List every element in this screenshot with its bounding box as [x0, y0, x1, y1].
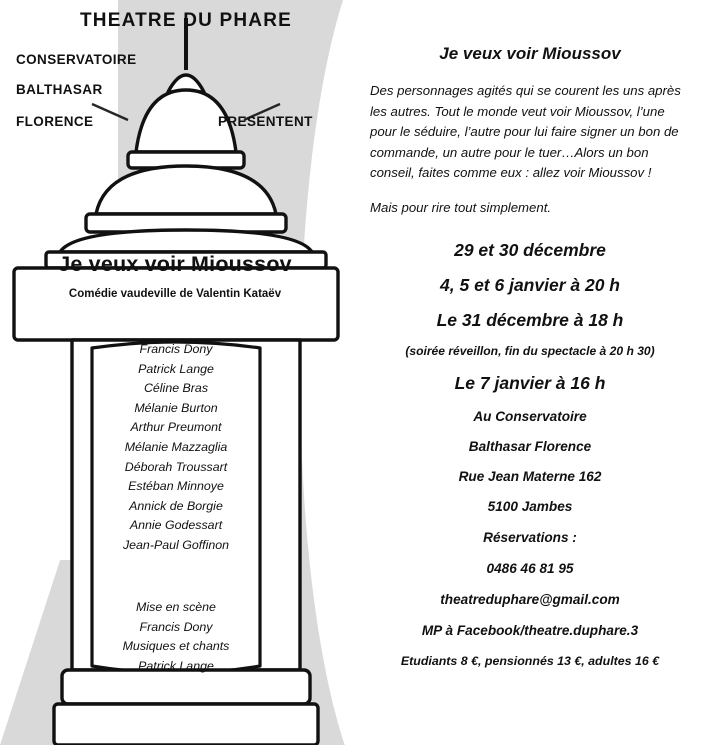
venue-line-1: Au Conservatoire	[473, 409, 587, 424]
phone-number[interactable]: 0486 46 81 95	[486, 561, 574, 576]
synopsis-paragraph: Des personnages agités qui se courent les uns après les autres. Tout le monde veut voir Mioussov, l’une pour le séduire, l’autre pour lui faire signer un bon de commande, un autre pour le tuer…Alors un bon conseil, faites comme eux : allez voir Mioussov !	[370, 83, 681, 180]
crew-list	[96, 598, 256, 676]
list-item: Francis Dony	[139, 619, 213, 634]
synopsis-tagline: Mais pour rire tout simplement.	[370, 199, 552, 215]
date-line-2: 4, 5 et 6 janvier à 20 h	[440, 275, 620, 295]
list-item: Déborah Troussart	[124, 459, 228, 474]
list-item: Jean-Paul Goffinon	[122, 537, 230, 552]
list-item: Musiques et chants	[122, 639, 230, 654]
company-title: THEATRE DU PHARE	[80, 10, 293, 31]
play-title-band	[10, 252, 340, 300]
info-panel	[356, 0, 704, 745]
cast-list	[96, 340, 256, 556]
play-subtitle: Comédie vaudeville de Valentin Kataëv	[68, 288, 282, 300]
venue-line-3: Rue Jean Materne 162	[458, 469, 602, 484]
play-title: Je veux voir Mioussov	[58, 252, 292, 276]
list-item: Patrick Lange	[138, 658, 214, 673]
list-item: Estéban Minnoye	[128, 479, 224, 494]
price-info: Etudiants 8 €, pensionnés 13 €, adultes 16 €	[400, 654, 660, 668]
email-address[interactable]: theatreduphare@gmail.com	[440, 592, 620, 607]
date-line-3: Le 31 décembre à 18 h	[436, 310, 624, 330]
list-item: Francis Dony	[139, 342, 213, 356]
presenter-line-4: PRESENTENT	[218, 114, 313, 129]
presenter-line-3: FLORENCE	[16, 114, 94, 129]
list-item: Mise en scène	[136, 600, 216, 614]
venue-line-2: Balthasar Florence	[468, 439, 592, 454]
presenter-line-1: CONSERVATOIRE	[16, 52, 137, 67]
facebook-link[interactable]: MP à Facebook/theatre.duphare.3	[421, 623, 639, 638]
info-title: Je veux voir Mioussov	[439, 44, 621, 63]
list-item: Céline Bras	[143, 381, 209, 396]
list-item: Mélanie Mazzaglia	[124, 439, 228, 454]
reservations-label: Réservations :	[483, 530, 577, 545]
list-item: Annie Godessart	[129, 518, 223, 533]
list-item: Patrick Lange	[138, 361, 214, 376]
date-line-4: Le 7 janvier à 16 h	[454, 373, 606, 393]
date-line-1: 29 et 30 décembre	[454, 240, 606, 260]
venue-line-4: 5100 Jambes	[487, 499, 573, 514]
presenter-line-2: BALTHASAR	[16, 82, 103, 97]
date-note: (soirée réveillon, fin du spectacle à 20 h 30)	[405, 344, 655, 358]
list-item: Annick de Borgie	[129, 498, 223, 513]
list-item: Arthur Preumont	[130, 420, 222, 435]
list-item: Mélanie Burton	[134, 400, 218, 415]
